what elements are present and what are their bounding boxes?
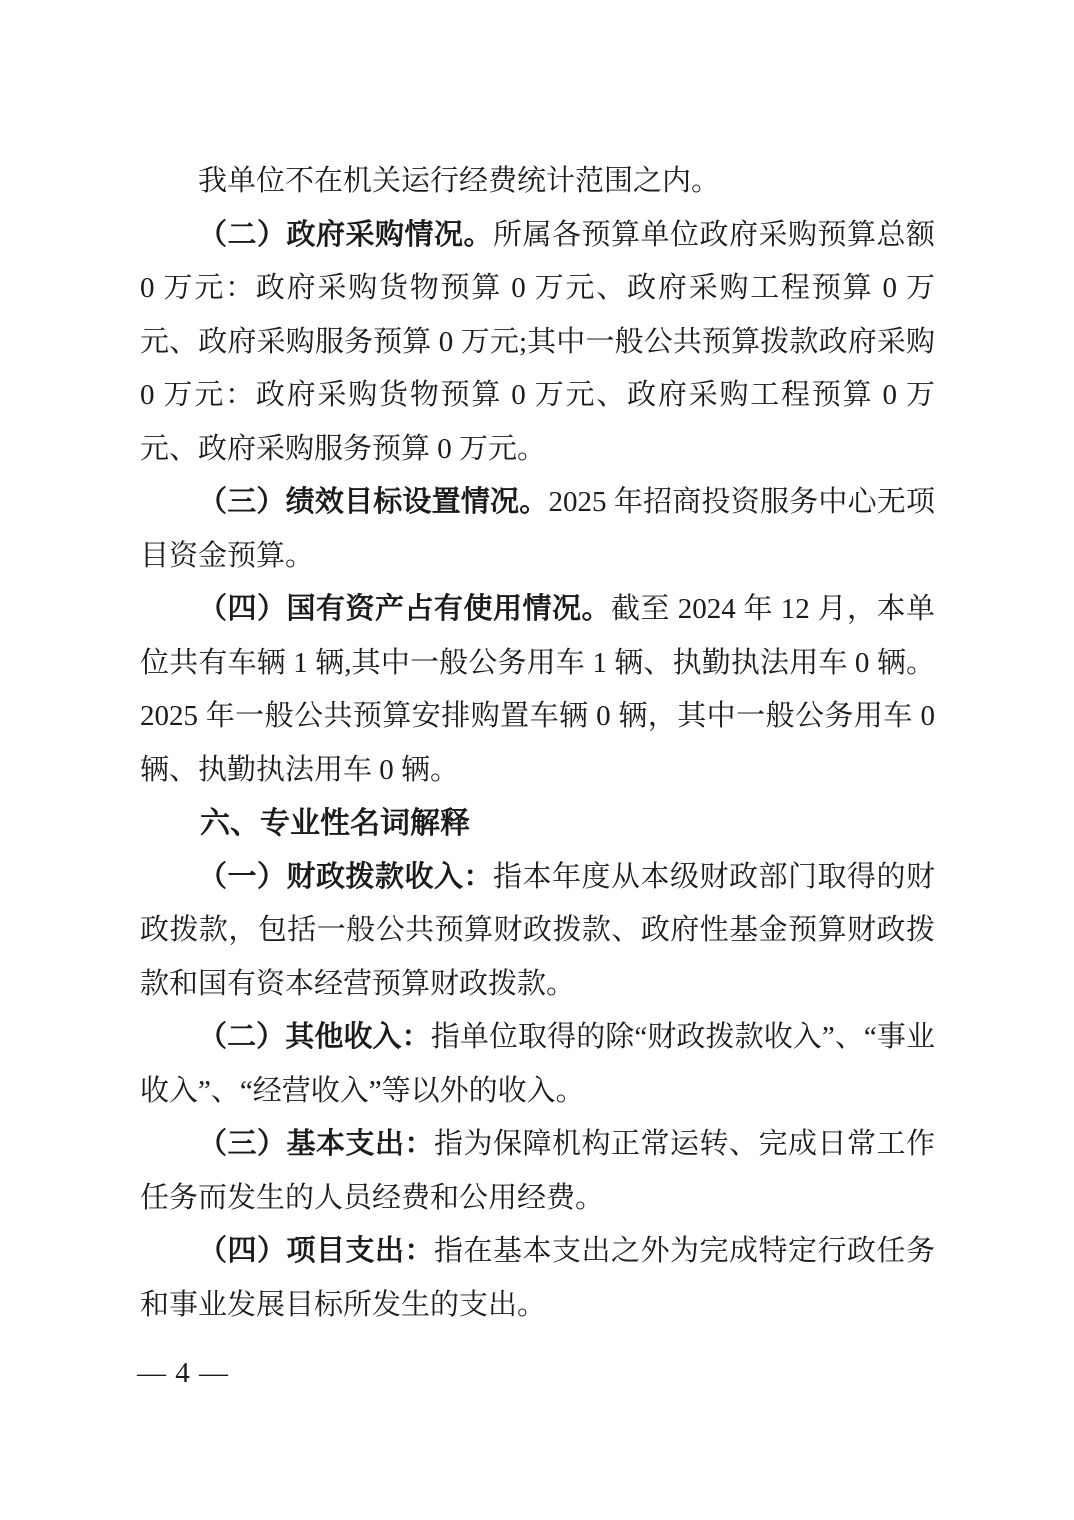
paragraph-text: 指单位取得的除“财政拨款收入”、“事业收入”、“经营收入”等以外的收入。: [140, 1021, 935, 1107]
paragraph-lead: （四）国有资产占有使用情况。: [198, 593, 611, 625]
paragraph: [140, 1225, 935, 1332]
paragraph-lead: （四）项目支出：: [198, 1235, 434, 1267]
paragraph: [140, 209, 935, 477]
paragraph: [140, 476, 935, 583]
paragraph-text: 指在基本支出之外为完成特定行政任务和事业发展目标所发生的支出。: [140, 1235, 935, 1321]
paragraph-text: 2025 年招商投资服务中心无项目资金预算。: [140, 486, 935, 572]
paragraph-lead: （三）基本支出：: [198, 1128, 434, 1160]
document-body: [140, 155, 935, 1332]
paragraph: [140, 583, 935, 797]
paragraph-text: 指为保障机构正常运转、完成日常工作任务而发生的人员经费和公用经费。: [140, 1128, 935, 1214]
paragraph: [140, 1011, 935, 1118]
paragraph: [140, 1118, 935, 1225]
paragraph: [140, 155, 935, 209]
paragraph-text: 截至 2024 年 12 月，本单位共有车辆 1 辆,其中一般公务用车 1 辆、执勤执法用车 0 辆。2025 年一般公共预算安排购置车辆 0 辆，其中一般公务用车 0 辆、执勤执法用车 0 辆。: [140, 593, 935, 786]
paragraph-text: 我单位不在机关运行经费统计范围之内。: [198, 165, 721, 197]
paragraph-text: 指本年度从本级财政部门取得的财政拨款，包括一般公共预算财政拨款、政府性基金预算财政拨款和国有资本经营预算财政拨款。: [140, 860, 935, 1000]
section-heading-text: 六、专业性名词解释: [200, 807, 470, 840]
paragraph-lead: （二）其他收入：: [198, 1021, 431, 1053]
paragraph-text: 所属各预算单位政府采购预算总额 0 万元：政府采购货物预算 0 万元、政府采购工程预算 0 万元、政府采购服务预算 0 万元;其中一般公共预算拨款政府采购 0 万元：政府采购货物预算 0 万元、政府采购工程预算 0 万元、政府采购服务预算 0 万元。: [140, 218, 935, 465]
paragraph-lead: （三）绩效目标设置情况。: [198, 486, 549, 518]
section-heading: [140, 797, 935, 851]
paragraph-lead: （二）政府采购情况。: [198, 218, 493, 251]
paragraph: [140, 851, 935, 1012]
page-number: — 4 —: [137, 1357, 229, 1389]
paragraph-lead: （一）财政拨款收入：: [198, 860, 493, 893]
